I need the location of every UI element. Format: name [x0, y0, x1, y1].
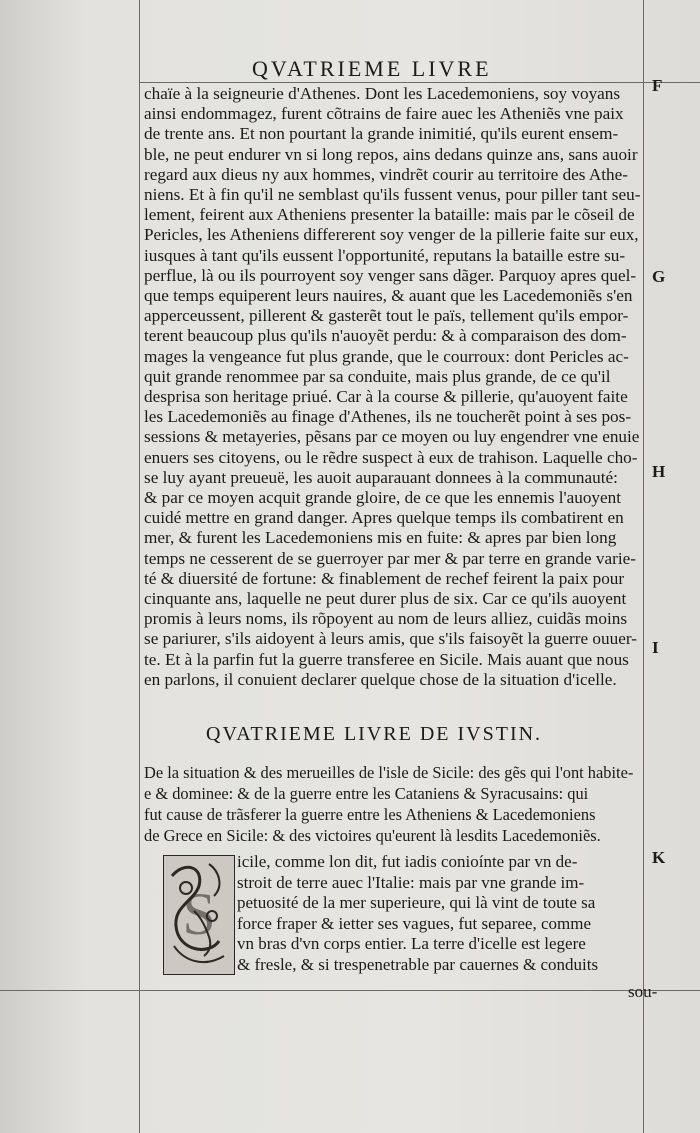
chapter-summary — [144, 762, 660, 846]
chapter-body-text — [237, 852, 657, 976]
main-text-line: cinquante ans, laquelle ne peut durer plus de six. Car ce qu'ils auoyent — [144, 589, 627, 609]
main-text-line: promis à leurs noms, ils rõpoyent au nom de leurs alliez, cuidãs moins — [144, 609, 628, 629]
running-header: QVATRIEME LIVRE — [252, 56, 492, 81]
main-text-line: & par ce moyen acquit grande gloire, de ce que les ennemis l'auoyent — [144, 488, 622, 508]
margin-letter-f: F — [652, 76, 663, 95]
summary-line: de Grece en Sicile: & des victoires qu'eurent là lesdits Lacedemoniẽs. — [144, 826, 601, 845]
catchword: sou- — [628, 982, 658, 1001]
main-text-line: chaïe à la seigneurie d'Athenes. Dont les Lacedemoniens, soy voyans — [144, 84, 621, 103]
margin-letter-k: K — [652, 848, 666, 867]
main-text-line: temps ne cesserent de se guerroyer par mer & par terre en grande varie- — [144, 548, 636, 568]
margin-letter-h: H — [652, 462, 666, 481]
main-text-line: te. Et à la parfin fut la guerre transferee en Sicile. Mais auant que nous — [144, 649, 629, 669]
main-text-line: té & diuersité de fortune: & finablement de rechef feirent la paix pour — [144, 568, 625, 588]
main-text-line: sessions & metayeries, pẽsans par ce moyen ou luy engendrer vne enuie — [144, 427, 640, 447]
main-text-line: niens. Et à fin qu'il ne semblast qu'ils fussent venus, pour piller tant seu- — [144, 185, 641, 205]
header-rule — [139, 82, 700, 83]
ornamental-dropcap — [163, 855, 235, 975]
dropcap-ornament-icon — [164, 856, 234, 974]
left-rule — [139, 0, 140, 1133]
main-text-line: terent beaucoup plus qu'ils n'auoyẽt perdu: & à comparaison des dom- — [144, 326, 627, 346]
main-text-line: se pariurer, s'ils aidoyent à leurs amis, que s'ils faisoyẽt la guerre ouuer- — [144, 629, 637, 649]
main-text-line: se luy ayant preueuë, les auoit auparauant donnees à la communauté: — [144, 467, 618, 487]
chapter-heading: QVATRIEME LIVRE DE IVSTIN. — [206, 723, 543, 745]
bottom-rule — [0, 990, 700, 991]
main-text-line: enuers ses citoyens, ou le rẽdre suspect à eux de trahison. Laquelle cho- — [144, 447, 638, 467]
chapter-text-line: force fraper & ietter ses vagues, fut separee, comme — [237, 913, 591, 933]
summary-line: fut cause de trãsferer la guerre entre les Atheniens & Lacedemoniens — [144, 805, 596, 824]
summary-line: e & dominee: & de la guerre entre les Cataniens & Syracusains: qui — [144, 784, 589, 803]
main-text-line: en parlons, il conuient declarer quelque chose de la situation d'icelle. — [144, 669, 617, 689]
main-text-line: lement, feirent aux Atheniens presenter la bataille: mais par le cõseil de — [144, 205, 635, 225]
main-text-line: quit grande renommee par sa conduite, mais plus grande, de ce qu'il — [144, 366, 611, 386]
main-text-line: desprisa son heritage priué. Car à la course & pillerie, qu'auoyent faite — [144, 387, 628, 407]
margin-letter-i: I — [652, 638, 659, 657]
main-text-line: ble, ne peut endurer vn si long repos, ains dedans quinze ans, sans auoir — [144, 144, 638, 164]
main-text-line: regard aux dieus ny aux hommes, vindrẽt courir au territoire des Athe- — [144, 164, 628, 184]
main-text-line: ainsi endommagez, furent cõtrains de faire auec les Atheniẽs vne paix — [144, 104, 624, 124]
main-text-line: que temps equiperent leurs nauires, & auant que les Lacedemoniẽs s'en — [144, 286, 633, 306]
main-text-line: de trente ans. Et non pourtant la grande inimitié, qu'ils eurent ensem- — [144, 124, 619, 144]
summary-line: De la situation & des merueilles de l'isle de Sicile: des gẽs qui l'ont habite- — [144, 763, 634, 782]
main-text-line: Pericles, les Atheniens differerent soy venger de la pillerie faite sur eux, — [144, 225, 639, 245]
chapter-text-line: stroit de terre auec l'Italie: mais par vne grande im- — [237, 872, 585, 892]
main-text-line: iusques à tant qu'ils eussent l'opportunité, reputans la bataille estre su- — [144, 245, 626, 265]
margin-letter-g: G — [652, 267, 666, 286]
main-text-line: apperceussent, pillerent & gasterẽt tout le païs, tellement qu'ils empor- — [144, 306, 629, 326]
chapter-text-line: icile, comme lon dit, fut iadis conioínte par vn de- — [237, 852, 578, 871]
main-text-line: cuidé mettre en grand danger. Apres quelque temps ils combatirent en — [144, 508, 624, 528]
main-text-line: les Lacedemoniẽs au finage d'Athenes, ils ne toucherẽt point à ses pos- — [144, 407, 632, 427]
main-text-line: mages la vengeance fut plus grande, que le courroux: dont Pericles ac- — [144, 346, 629, 366]
chapter-text-line: petuosité de la mer superieure, qui là vint de toute sa — [237, 893, 596, 913]
main-text-line: perflue, là ou ils pourroyent soy venger sans dãger. Parquoy apres quel- — [144, 265, 637, 285]
main-text-block — [144, 84, 656, 690]
chapter-text-line: vn bras d'vn corps entier. La terre d'icelle est legere — [237, 934, 586, 954]
main-text-line: mer, & furent les Lacedemoniens mis en fuite: & apres par bien long — [144, 528, 617, 548]
dropcap-letter: S — [182, 881, 216, 947]
chapter-text-line: & fresle, & si trespenetrable par cauernes & conduits — [237, 954, 599, 974]
